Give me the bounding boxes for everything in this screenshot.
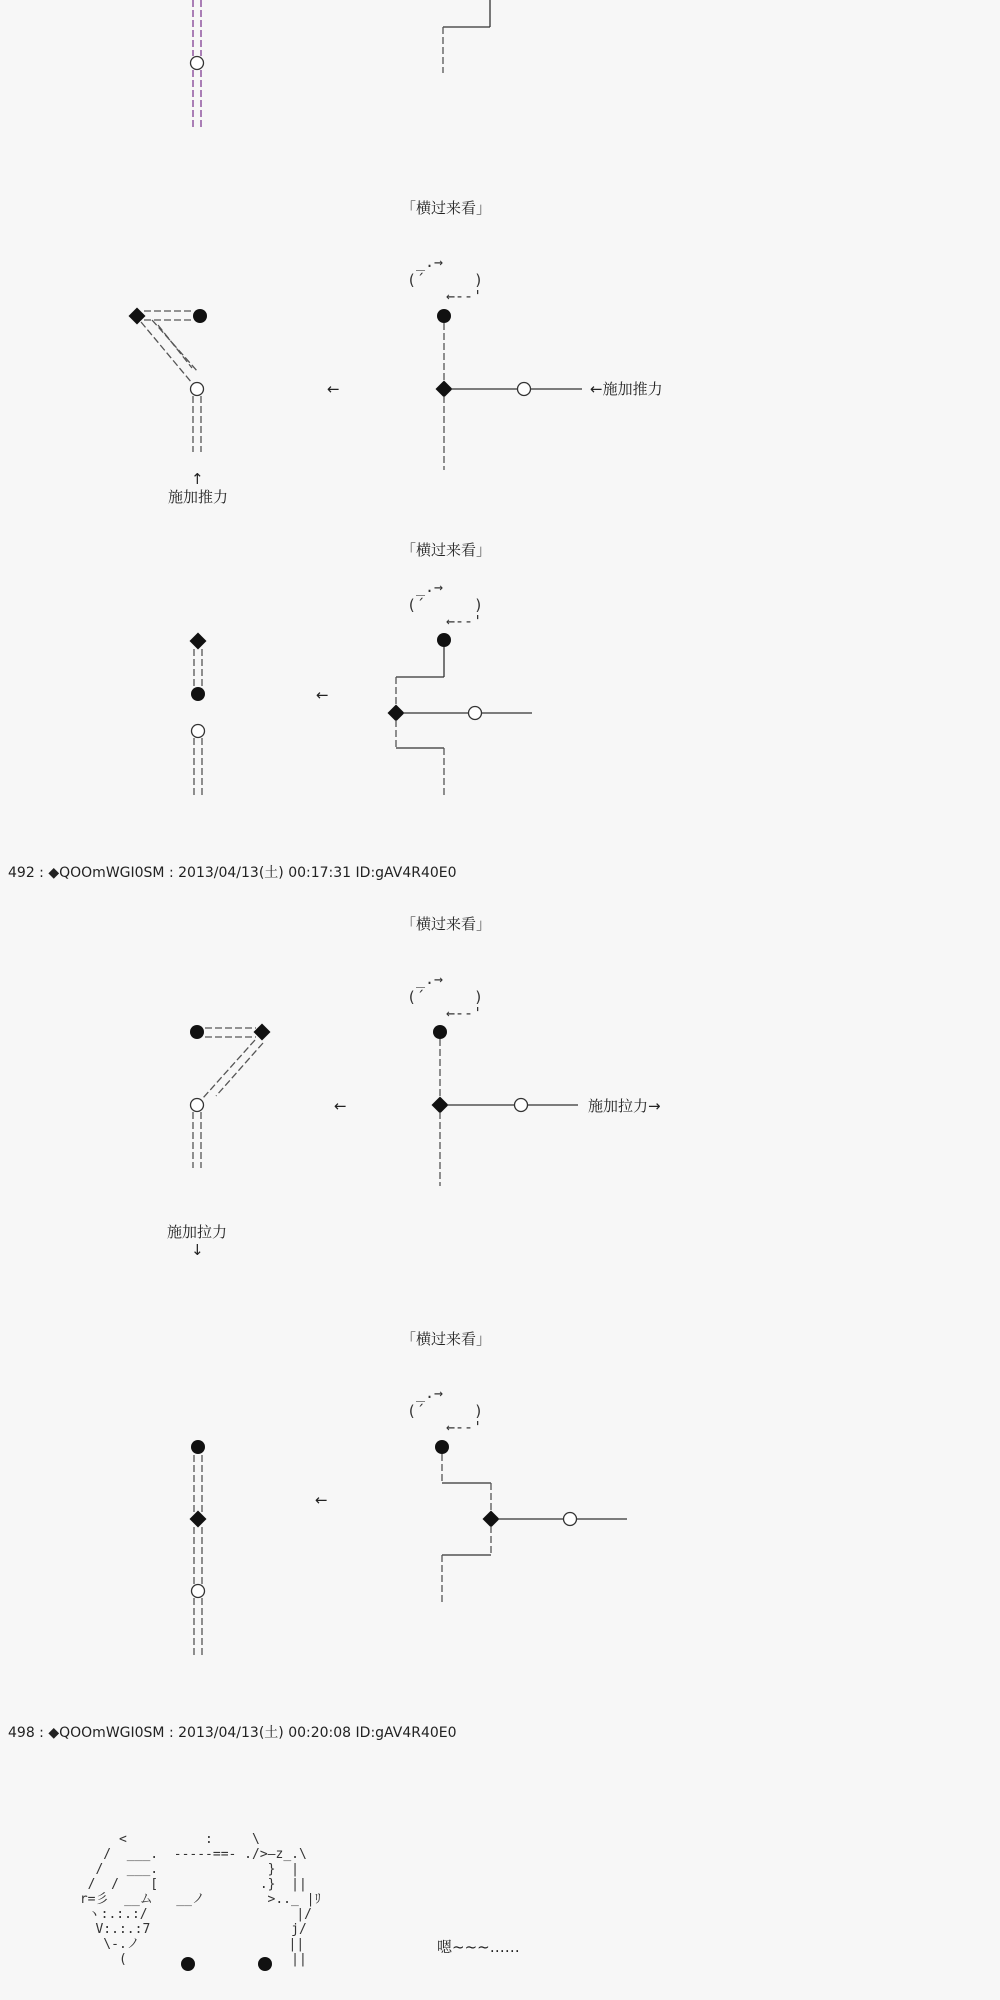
section-pull-result <box>190 1440 627 1655</box>
section-push-result <box>190 633 532 795</box>
open-joint <box>564 1513 577 1526</box>
side-view-label: 「横过来看」 <box>401 541 492 559</box>
diamond-joint <box>129 308 146 325</box>
rotate-bottom: ←--' <box>446 612 483 630</box>
open-joint <box>192 725 205 738</box>
arrow-down: ↓ <box>191 1241 204 1259</box>
arrow-up: ↑ <box>191 470 204 488</box>
side-view-label: 「横过来看」 <box>401 915 492 933</box>
arrow-left: ← <box>334 1097 347 1115</box>
filled-joint <box>435 1440 449 1454</box>
dialogue-text: 嗯~~~…… <box>437 1938 520 1956</box>
diamond-joint <box>190 633 207 650</box>
rotate-bottom: ←--' <box>446 1418 483 1436</box>
open-joint <box>192 1585 205 1598</box>
filled-joint <box>193 309 207 323</box>
diamond-joint <box>436 381 453 398</box>
rotate-top: _.→ <box>416 970 444 988</box>
rotate-right: ) <box>474 988 484 1006</box>
rotate-bottom: ←--' <box>446 287 483 305</box>
section-push <box>129 308 582 470</box>
open-joint <box>469 707 482 720</box>
section-pull <box>190 1024 578 1186</box>
filled-joint <box>191 687 205 701</box>
rotate-top: _.→ <box>416 1384 444 1402</box>
post-header: 492 : ◆QOOmWGI0SM : 2013/04/13(土) 00:17:31 ID:gAV4R40E0 <box>8 865 457 881</box>
open-joint <box>191 383 204 396</box>
rotate-left: (´ <box>407 988 426 1006</box>
side-view-label: 「横过来看」 <box>401 1330 492 1348</box>
poster-name[interactable]: ◆QOOmWGI0SM <box>48 1725 165 1741</box>
rotate-left: (´ <box>407 271 426 289</box>
poster-name[interactable]: ◆QOOmWGI0SM <box>48 865 165 881</box>
poster-id: ID:gAV4R40E0 <box>355 1725 457 1741</box>
apply-push-label-right: ←施加推力 <box>590 380 663 398</box>
rotate-top: _.→ <box>416 253 444 271</box>
section-top-fragment <box>191 0 491 128</box>
rotate-right: ) <box>474 596 484 614</box>
open-joint <box>191 1099 204 1112</box>
post-date: 2013/04/13(土) 00:20:08 <box>178 1725 352 1741</box>
arrow-left: ← <box>316 686 329 704</box>
diamond-joint <box>190 1511 207 1528</box>
filled-joint <box>437 309 451 323</box>
rotate-right: ) <box>474 1402 484 1420</box>
open-joint <box>515 1099 528 1112</box>
poster-id: ID:gAV4R40E0 <box>355 865 457 881</box>
apply-pull-label: 施加拉力 <box>167 1223 228 1241</box>
apply-push-label: 施加推力 <box>168 488 229 506</box>
open-joint <box>191 57 204 70</box>
arrow-left: ← <box>315 1491 328 1509</box>
diamond-joint <box>254 1024 271 1041</box>
post-number: 498 <box>8 1725 35 1741</box>
filled-joint <box>191 1440 205 1454</box>
open-joint <box>518 383 531 396</box>
post-date: 2013/04/13(土) 00:17:31 <box>178 865 352 881</box>
filled-joint <box>190 1025 204 1039</box>
ascii-art-character: < : \ / ___. -----==- ./>—z_.\ / ___. } | / / [ .} || r=彡 __ム __ノ >.._ |ﾘ ヽ:.:.:/ |/ V:.:.:7 j/ \-.ノ || ( || <box>79 1832 321 1967</box>
filled-joint <box>437 633 451 647</box>
rotate-left: (´ <box>407 1402 426 1420</box>
apply-pull-label-right: 施加拉力→ <box>588 1097 661 1115</box>
rotate-left: (´ <box>407 596 426 614</box>
arrow-left: ← <box>327 380 340 398</box>
diamond-joint <box>432 1097 449 1114</box>
diamond-joint <box>388 705 405 722</box>
rotate-right: ) <box>474 271 484 289</box>
diamond-joint <box>483 1511 500 1528</box>
filled-joint <box>433 1025 447 1039</box>
post-header: 498 : ◆QOOmWGI0SM : 2013/04/13(土) 00:20:08 ID:gAV4R40E0 <box>8 1725 457 1741</box>
post-number: 492 <box>8 865 35 881</box>
rotate-top: _.→ <box>416 578 444 596</box>
side-view-label: 「横过来看」 <box>401 199 492 217</box>
rotate-bottom: ←--' <box>446 1004 483 1022</box>
